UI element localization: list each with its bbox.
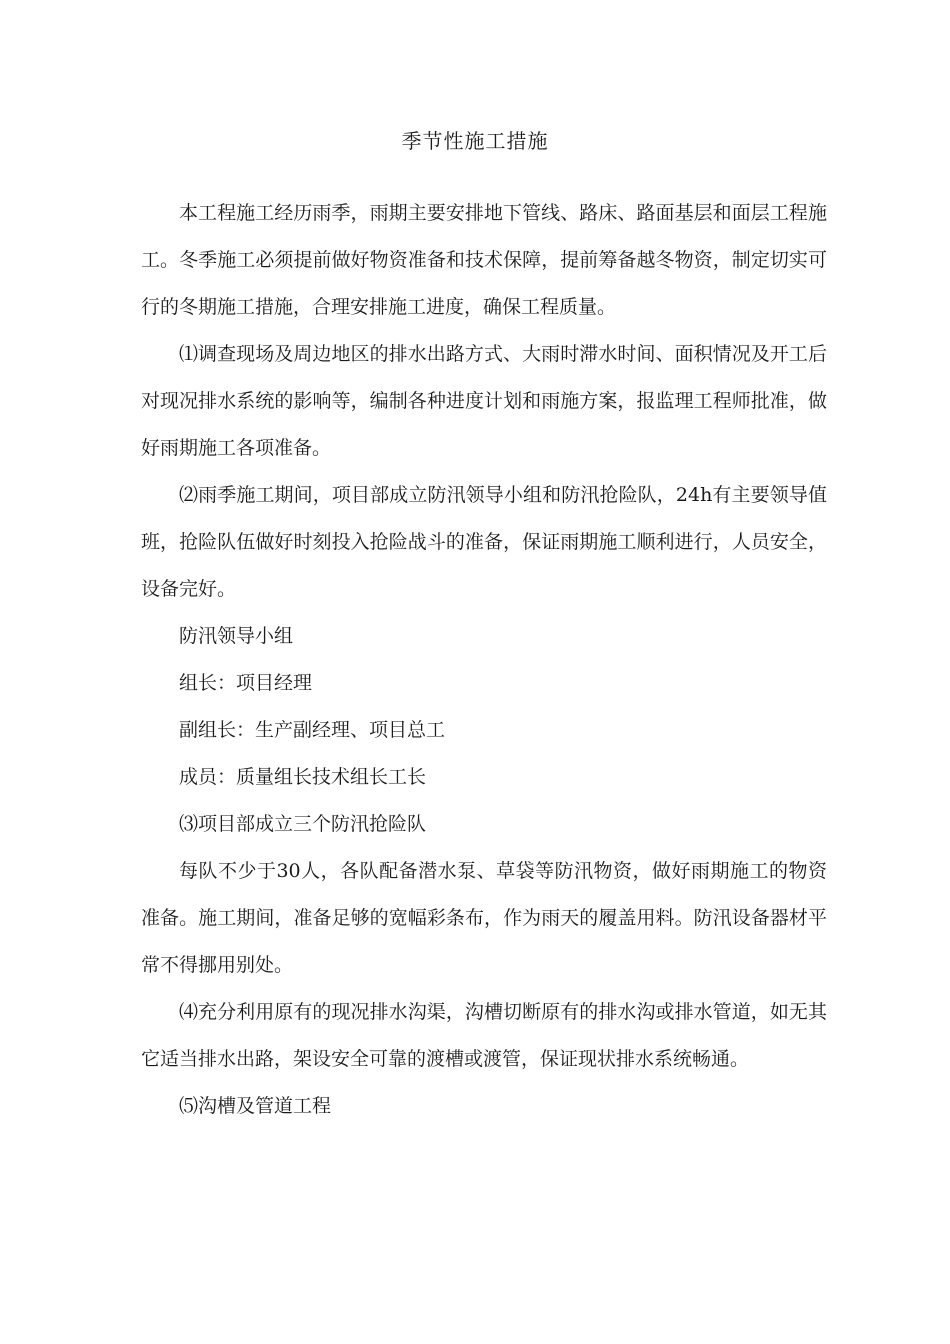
- document-body: [141, 190, 827, 1130]
- paragraph-item-3: ⑶项目部成立三个防汛抢险队: [179, 813, 427, 835]
- paragraph-members: 成员：质量组长技术组长工长: [179, 766, 427, 788]
- paragraph-team-detail: 每队不少于30人，各队配备潜水泵、草袋等防汛物资，做好雨期施工的物资准备。施工期间，准备足够的宽幅彩条布，作为雨天的履盖用料。防汛设备器材平常不得挪用别处。: [141, 860, 827, 976]
- paragraph-leader: 组长：项目经理: [179, 672, 313, 694]
- paragraph-deputy-leader: 副组长：生产副经理、项目总工: [179, 719, 446, 741]
- paragraph-item-5: ⑸沟槽及管道工程: [179, 1095, 332, 1117]
- paragraph-item-4: ⑷充分利用原有的现况排水沟渠，沟槽切断原有的排水沟或排水管道，如无其它适当排水出路，架设安全可靠的渡槽或渡管，保证现状排水系统畅通。: [141, 1001, 827, 1070]
- paragraph-intro: 本工程施工经历雨季，雨期主要安排地下管线、路床、路面基层和面层工程施工。冬季施工必须提前做好物资准备和技术保障，提前筹备越冬物资，制定切实可行的冬期施工措施，合理安排施工进度，确保工程质量。: [141, 202, 827, 318]
- document-title: 季节性施工措施: [401, 129, 549, 153]
- paragraph-item-2: ⑵雨季施工期间，项目部成立防汛领导小组和防汛抢险队，24h有主要领导值班，抢险队伍做好时刻投入抢险战斗的准备，保证雨期施工顺利进行，人员安全，设备完好。: [141, 484, 827, 600]
- paragraph-flood-group: 防汛领导小组: [179, 625, 294, 647]
- paragraph-item-1: ⑴调查现场及周边地区的排水出路方式、大雨时滞水时间、面积情况及开工后对现况排水系统的影响等，编制各种进度计划和雨施方案，报监理工程师批准，做好雨期施工各项准备。: [141, 343, 827, 459]
